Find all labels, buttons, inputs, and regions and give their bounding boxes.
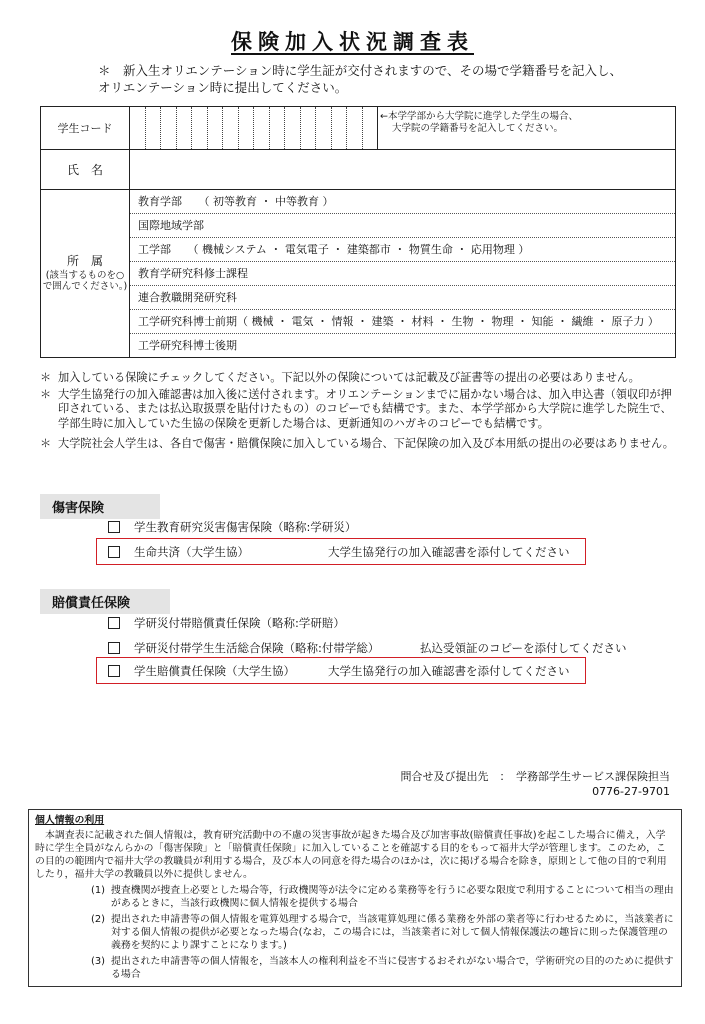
code-digit-box[interactable] bbox=[192, 107, 208, 149]
affiliation-label: 所 属 bbox=[66, 254, 103, 268]
privacy-body: 本調査表に記載された個人情報は，教育研究活動中の不慮の災害事故が起きた場合及び加害事故(賠償責任事故)を起こした場合に備え，入学時に学生全員がなんらかの「傷害保険」と「賠償責任保険」に加入していることを確認する目的をもって福井大学が管理します。このため，この目的の範囲内で福井大学の教職員が利用する場合，及び本人の同意を得た場合のほかは，次に掲げる場合を除き，原則として他の目的で利用したり，福井大学の教職員以外に提供しません。 bbox=[35, 830, 667, 880]
name-row bbox=[41, 150, 676, 190]
code-digit-box[interactable] bbox=[301, 107, 317, 149]
code-digit-box[interactable] bbox=[254, 107, 270, 149]
privacy-title: 個人情報の利用 bbox=[35, 815, 105, 826]
liability-option-2[interactable]: 学研災付帯学生生活総合保険（略称:付帯学総） bbox=[108, 640, 379, 656]
liability-insurance-heading: 賠償責任保険 bbox=[40, 589, 170, 614]
code-digit-box[interactable] bbox=[285, 107, 301, 149]
intro-line-2: オリエンテーション時に提出してください。 bbox=[98, 80, 348, 95]
checkbox[interactable] bbox=[108, 617, 120, 629]
code-digit-box[interactable] bbox=[239, 107, 255, 149]
affiliation-option[interactable]: 工学研究科博士前期（ 機械 ・ 電気 ・ 情報 ・ 建築 ・ 材料 ・ 生物 ・ 物理 ・ 知能 ・ 繊維 ・ 原子力 ） bbox=[130, 310, 675, 334]
affiliation-option[interactable]: 工学研究科博士後期 bbox=[138, 339, 237, 352]
note-item: ＊ 加入している保険にチェックしてください。下記以外の保険については記載及び証書等の提出の必要はありません。 bbox=[40, 371, 640, 384]
contact-info bbox=[360, 769, 670, 799]
receipt-copy-note: 払込受領証のコピーを添付してください bbox=[420, 641, 627, 655]
affiliation-row bbox=[41, 190, 676, 358]
affiliation-option[interactable]: 教育学研究科修士課程 bbox=[130, 262, 675, 286]
student-code-field[interactable] bbox=[130, 107, 378, 149]
name-label: 氏 名 bbox=[41, 150, 130, 190]
affiliation-option[interactable]: 連合教職開発研究科 bbox=[130, 286, 675, 310]
privacy-item: (1) 捜査機関が捜査上必要とした場合等，行政機関等が法令に定める業務等を行うに必要な限度で利用することについて相当の理由があるときに，当該行政機関に個人情報を提供する場合 bbox=[91, 885, 674, 909]
intro-line-1: ＊ 新入生オリエンテーション時に学生証が交付されますので、その場で学籍番号を記入し、 bbox=[98, 63, 623, 78]
code-digit-box[interactable] bbox=[161, 107, 177, 149]
code-digit-box[interactable] bbox=[146, 107, 162, 149]
contact-phone: 0776-27-9701 bbox=[592, 785, 670, 798]
code-digit-box[interactable] bbox=[208, 107, 224, 149]
note-item: ＊ 大学院社会人学生は、各自で傷害・賠償保険に加入している場合、下記保険の加入及び本用紙の提出の必要はありません。 bbox=[40, 437, 674, 450]
intro-note bbox=[98, 62, 678, 96]
page-title: 保険加入状況調査表 bbox=[231, 30, 474, 54]
code-digit-box[interactable] bbox=[130, 107, 146, 149]
liability-option-3[interactable]: 学生賠償責任保険（大学生協） bbox=[108, 663, 295, 679]
code-digit-box[interactable] bbox=[270, 107, 286, 149]
student-code-note: ←本学学部から大学院に進学した学生の場合、 大学院の学籍番号を記入してください。 bbox=[380, 111, 578, 134]
code-digit-box[interactable] bbox=[316, 107, 332, 149]
affiliation-option[interactable]: 国際地域学部 bbox=[130, 214, 675, 238]
notes bbox=[40, 371, 680, 454]
student-code-row bbox=[41, 107, 676, 150]
injury-option-2[interactable]: 生命共済（大学生協） bbox=[108, 544, 249, 560]
checkbox[interactable] bbox=[108, 642, 120, 654]
name-field[interactable] bbox=[130, 150, 676, 190]
privacy-notice bbox=[28, 809, 682, 987]
privacy-item: (3) 提出された申請書等の個人情報を，当該本人の権利利益を不当に侵害するおそれがない場合で，学術研究の目的のために提供する場合 bbox=[91, 956, 674, 980]
student-info-table bbox=[40, 106, 676, 358]
affiliation-option[interactable]: 教育学部 （ 初等教育 ・ 中等教育 ） bbox=[130, 190, 675, 214]
injury-insurance-heading: 傷害保険 bbox=[40, 494, 160, 519]
student-code-label: 学生コード bbox=[41, 107, 130, 150]
attachment-note: 大学生協発行の加入確認書を添付してください bbox=[328, 664, 570, 678]
affiliation-hint: (該当するものを○ で囲んでください。) bbox=[42, 270, 128, 292]
code-digit-box[interactable] bbox=[363, 107, 379, 149]
contact-office: 問合せ及び提出先 ： 学務部学生サービス課保険担当 bbox=[400, 770, 670, 783]
code-digit-box[interactable] bbox=[223, 107, 239, 149]
affiliation-option[interactable]: 工学部 （ 機械システム ・ 電気電子 ・ 建築都市 ・ 物質生命 ・ 応用物理 ） bbox=[130, 238, 675, 262]
code-digit-box[interactable] bbox=[347, 107, 363, 149]
liability-option-1[interactable]: 学研災付帯賠償責任保険（略称:学研賠） bbox=[108, 615, 345, 631]
checkbox[interactable] bbox=[108, 521, 120, 533]
code-digit-box[interactable] bbox=[332, 107, 348, 149]
affiliation-label-cell bbox=[41, 190, 130, 358]
code-digit-box[interactable] bbox=[177, 107, 193, 149]
privacy-item: (2) 提出された申請書等の個人情報を電算処理する場合で，当該電算処理に係る業務を外部の業者等に行わせるために，当該業者に対する個人情報の提供が必要となった場合(なお，この場合には，当該業者に対して個人情報保護法の趣旨に則った保護管理の義務を契約により課すことになります。) bbox=[91, 914, 674, 951]
injury-option-1[interactable]: 学生教育研究災害傷害保険（略称:学研災） bbox=[108, 519, 356, 535]
checkbox[interactable] bbox=[108, 546, 120, 558]
note-item: ＊ 大学生協発行の加入確認書は加入後に送付されます。オリエンテーションまでに届かない場合は、加入申込書（領収印が押印されている、または払込取扱票を貼付けたもの）のコピーでも結構です。また、本学学部から大学院に進学した院生で、学部生時に加入していた生協の保険を更新した場合は、更新通知のハガキのコピーでも結構です。 bbox=[40, 387, 672, 430]
attachment-note: 大学生協発行の加入確認書を添付してください bbox=[328, 545, 570, 559]
checkbox[interactable] bbox=[108, 665, 120, 677]
